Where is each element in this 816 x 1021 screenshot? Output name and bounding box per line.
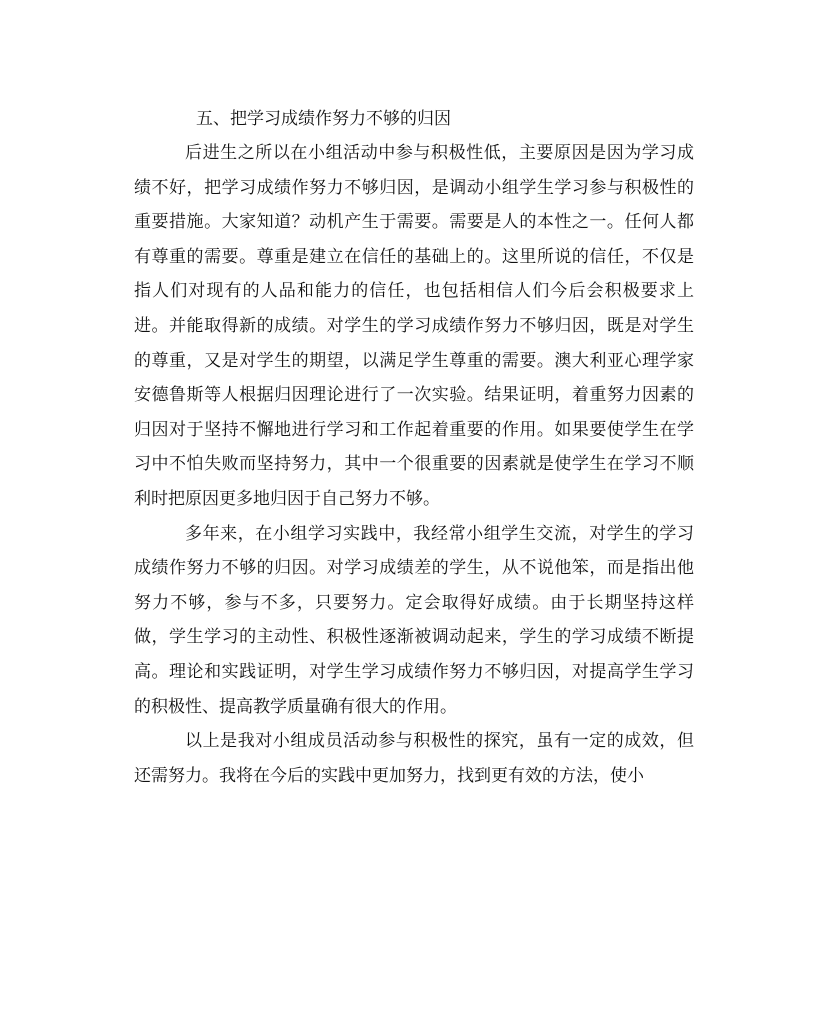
paragraph-2: 多年来，在小组学习实践中，我经常小组学生交流，对学生的学习成绩作努力不够的归因。对学习成绩差的学生，从不说他笨，而是指出他努力不够，参与不多，只要努力。定会取得好成绩。由于长期坚持这样做，学生学习的主动性、积极性逐渐被调动起来，学生的学习成绩不断提高。理论和实践证明，对学生学习成绩作努力不够归因，对提高学生学习的积极性、提高教学质量确有很大的作用。: [134, 523, 694, 717]
section-heading: 五、把学习成绩作努力不够的归因: [196, 109, 451, 129]
paragraph-1: 后进生之所以在小组活动中参与积极性低，主要原因是因为学习成绩不好，把学习成绩作努力不够归因，是调动小组学生学习参与积极性的重要措施。大家知道？动机产生于需要。需要是人的本性之一。任何人都有尊重的需要。尊重是建立在信任的基础上的。这里所说的信任，不仅是指人们对现有的人品和能力的信任，也包括相信人们今后会积极要求上进。并能取得新的成绩。对学生的学习成绩作努力不够归因，既是对学生的尊重，又是对学生的期望，以满足学生尊重的需要。澳大利亚心理学家安德鲁斯等人根据归因理论进行了一次实验。结果证明，着重努力因素的归因对于坚持不懈地进行学习和工作起着重要的作用。如果要使学生在学习中不怕失败而坚持努力，其中一个很重要的因素就是使学生在学习不顺利时把原因更多地归因于自己努力不够。: [134, 143, 694, 509]
document-body: [134, 102, 694, 793]
paragraph-3: 以上是我对小组成员活动参与积极性的探究，虽有一定的成效，但还需努力。我将在今后的实践中更加努力，找到更有效的方法，使小: [134, 731, 694, 786]
